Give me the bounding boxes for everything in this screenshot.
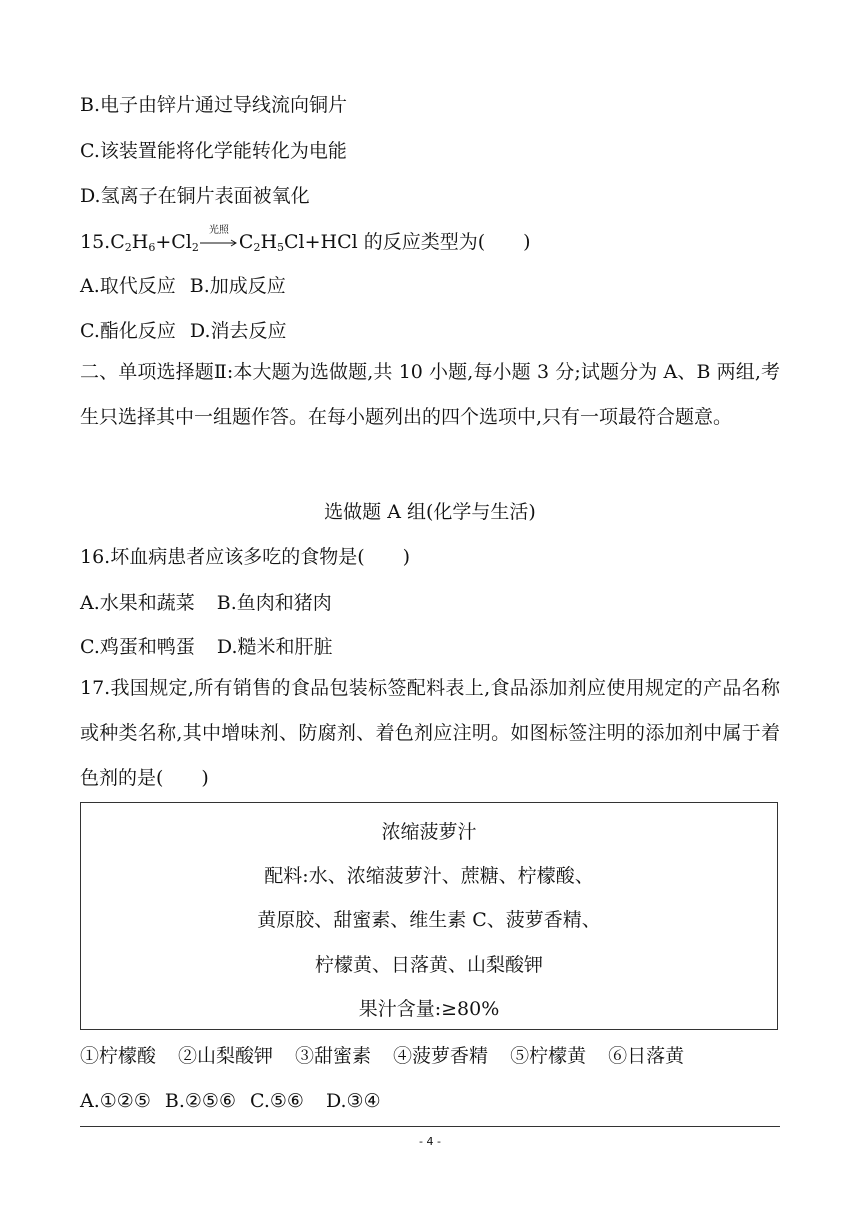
label-ingredients-line1: 配料:水、浓缩菠萝汁、蔗糖、柠檬酸、 [264,865,594,887]
q15-option-b: B.加成反应 [189,275,286,297]
q17-options [80,1088,381,1114]
label-ingredients-line3: 柠檬黄、日落黄、山梨酸钾 [314,954,543,976]
q15-option-d: D.消去反应 [189,320,287,342]
section-intro: 二、单项选择题Ⅱ:本大题为选做题,共 10 小题,每小题 3 分;试题分为 A、B 两组,考生只选择其中一组题作答。在每小题列出的四个选项中,只有一项最符合题意。 [80,361,780,428]
q17-item: ⑥日落黄 [608,1045,685,1067]
q17-option-b: B.②⑤⑥ [164,1090,236,1112]
q17-option-c: C.⑤⑥ [249,1090,304,1112]
q14-option-d: D.氢离子在铜片表面被氧化 [80,185,310,207]
label-ingredients-line2: 黄原胶、甜蜜素、维生素 C、菠萝香精、 [257,909,601,931]
q17-option-d: D.③④ [325,1090,381,1112]
q17-item: ④菠萝香精 [393,1045,489,1067]
ingredient-label-box [80,802,778,1030]
q16-option-c: C.鸡蛋和鸭蛋 [80,636,195,658]
group-title: 选做题 A 组(化学与生活) [324,501,536,523]
label-juice-content: 果汁含量:≥80% [358,998,500,1020]
reaction-condition: 光照 [208,225,229,236]
q15-options-row2 [80,318,287,344]
q16-options-row1 [80,590,332,616]
footer-divider [80,1126,780,1127]
q16-option-d: D.糙米和肝脏 [216,636,333,658]
q16-options-row2 [80,634,333,660]
q17-item: ⑤柠檬黄 [510,1045,587,1067]
q15-options-row1 [80,273,286,299]
right-arrow-icon [199,239,239,247]
reaction-arrow [199,225,239,253]
q17-items [80,1043,684,1069]
q17-item: ③甜蜜素 [295,1045,372,1067]
page-number: - 4 - [419,1135,441,1148]
q14-option-c: C.该装置能将化学能转化为电能 [80,140,347,162]
q15-stem: $15.C_2H_6+Cl_2$ 光照 $C_2H_5Cl+HCl$ 的反应类型为( ) [80,225,531,254]
q17-item: ①柠檬酸 [80,1045,157,1067]
q17-option-a: A.①②⑤ [80,1090,151,1112]
q17-stem: 17.我国规定,所有销售的食品包装标签配料表上,食品添加剂应使用规定的产品名称或种类名称,其中增味剂、防腐剂、着色剂应注明。如图标签注明的添加剂中属于着色剂的是( ) [80,677,780,789]
q17-item: ②山梨酸钾 [178,1045,274,1067]
label-title: 浓缩菠萝汁 [381,821,477,843]
q15-number: 15. [80,231,111,253]
q16-stem: 16.坏血病患者应该多吃的食物是( ) [80,546,411,568]
q15-option-c: C.酯化反应 [80,320,176,342]
q14-option-b: B.电子由锌片通过导线流向铜片 [80,94,348,116]
q15-option-a: A.取代反应 [80,275,176,297]
q16-option-b: B.鱼肉和猪肉 [216,592,332,614]
q16-option-a: A.水果和蔬菜 [80,592,195,614]
